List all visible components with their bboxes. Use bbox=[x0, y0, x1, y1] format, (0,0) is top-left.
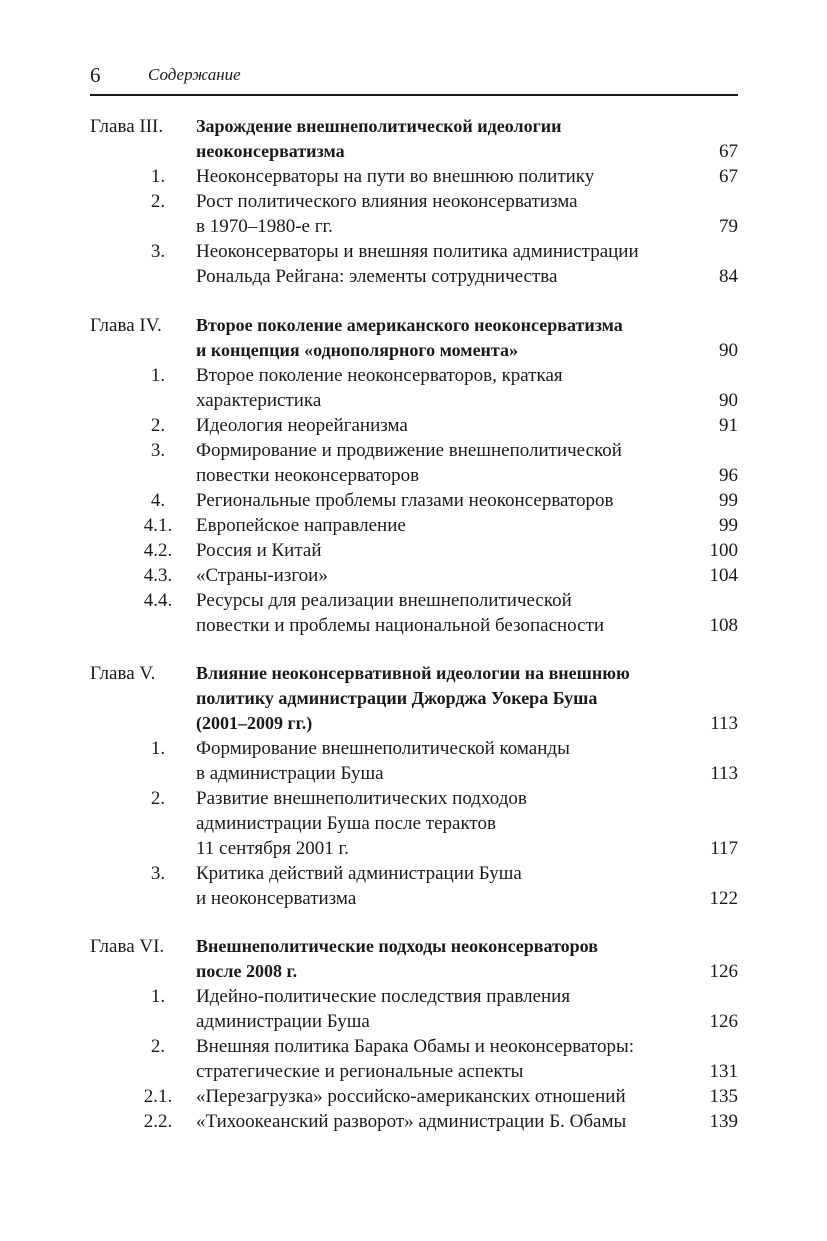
toc-section-line bbox=[0, 363, 827, 388]
toc-chapter-line bbox=[0, 686, 827, 711]
section-title: Второе поколение неоконсерваторов, краткая bbox=[196, 365, 563, 386]
toc-section-line bbox=[0, 836, 827, 861]
section-number: 2. bbox=[150, 1036, 166, 1057]
toc-section-line bbox=[0, 886, 827, 911]
toc-section-line bbox=[0, 189, 827, 214]
toc-section-line bbox=[0, 388, 827, 413]
section-title: 11 сентября 2001 г. bbox=[196, 838, 349, 859]
toc-chapter-line bbox=[0, 313, 827, 338]
section-number: 4. bbox=[150, 490, 166, 511]
page-reference: 79 bbox=[719, 216, 738, 237]
toc-section-line bbox=[0, 413, 827, 438]
chapter-title: после 2008 г. bbox=[196, 961, 298, 981]
page-reference: 90 bbox=[719, 390, 738, 411]
toc-section-line bbox=[0, 761, 827, 786]
section-number: 2.1. bbox=[143, 1086, 173, 1107]
toc-section-line bbox=[0, 1109, 827, 1134]
chapter-label: Глава VI. bbox=[90, 936, 165, 957]
page-reference: 67 bbox=[719, 141, 738, 162]
section-number: 2. bbox=[150, 415, 166, 436]
section-number: 1. bbox=[150, 986, 166, 1007]
page-reference: 84 bbox=[719, 266, 738, 287]
section-title: «Перезагрузка» российско-американских отношений bbox=[196, 1086, 626, 1107]
section-title: Региональные проблемы глазами неоконсерваторов bbox=[196, 490, 614, 511]
section-title: администрации Буша после терактов bbox=[196, 813, 496, 834]
section-title: и неоконсерватизма bbox=[196, 888, 357, 909]
section-title: Европейское направление bbox=[196, 515, 406, 536]
chapter-title: Зарождение внешнеполитической идеологии bbox=[196, 116, 562, 136]
page-reference: 90 bbox=[719, 340, 738, 361]
toc-section-line bbox=[0, 264, 827, 289]
toc-section-line bbox=[0, 1059, 827, 1084]
section-number: 2.2. bbox=[143, 1111, 173, 1132]
section-number: 1. bbox=[150, 738, 166, 759]
toc-section-line bbox=[0, 1084, 827, 1109]
page-reference: 99 bbox=[719, 515, 738, 536]
section-title: в администрации Буша bbox=[196, 763, 384, 784]
toc-chapter-line bbox=[0, 934, 827, 959]
page-number: 6 bbox=[90, 63, 101, 87]
toc-section-line bbox=[0, 984, 827, 1009]
chapter-title: Внешнеполитические подходы неоконсерваторов bbox=[196, 936, 598, 956]
toc-section-line bbox=[0, 736, 827, 761]
toc-section-line bbox=[0, 1009, 827, 1034]
section-title: характеристика bbox=[196, 390, 322, 411]
chapter-title: неоконсерватизма bbox=[196, 141, 345, 161]
page-reference: 113 bbox=[710, 713, 738, 734]
chapter-title: и концепция «однополярного момента» bbox=[196, 340, 518, 360]
toc-section-line bbox=[0, 239, 827, 264]
toc-section-line bbox=[0, 563, 827, 588]
toc-chapter-line bbox=[0, 139, 827, 164]
section-number: 4.3. bbox=[143, 565, 173, 586]
chapter-title: (2001–2009 гг.) bbox=[196, 713, 313, 733]
section-number: 3. bbox=[150, 440, 166, 461]
toc-chapter-line bbox=[0, 661, 827, 686]
toc-section-line bbox=[0, 588, 827, 613]
toc-section-line bbox=[0, 613, 827, 638]
page-reference: 113 bbox=[710, 763, 738, 784]
section-title: в 1970–1980-е гг. bbox=[196, 216, 333, 237]
page-reference: 91 bbox=[719, 415, 738, 436]
toc-section-line bbox=[0, 438, 827, 463]
toc-section-line bbox=[0, 786, 827, 811]
section-title: «Тихоокеанский разворот» администрации Б. Обамы bbox=[196, 1111, 627, 1132]
section-number: 3. bbox=[150, 241, 166, 262]
section-title: Рональда Рейгана: элементы сотрудничества bbox=[196, 266, 558, 287]
page-reference: 126 bbox=[709, 961, 738, 982]
section-title: Внешняя политика Барака Обамы и неоконсерваторы: bbox=[196, 1036, 635, 1057]
chapter-label: Глава III. bbox=[90, 116, 164, 137]
toc-section-line bbox=[0, 1034, 827, 1059]
chapter-label: Глава IV. bbox=[90, 315, 162, 336]
page-reference: 135 bbox=[709, 1086, 738, 1107]
section-number: 2. bbox=[150, 788, 166, 809]
section-title: Идейно-политические последствия правления bbox=[196, 986, 571, 1007]
toc-section-line bbox=[0, 513, 827, 538]
chapter-title: политику администрации Джорджа Уокера Буша bbox=[196, 688, 598, 708]
page-reference: 139 bbox=[709, 1111, 738, 1132]
section-title: Формирование внешнеполитической команды bbox=[196, 738, 570, 759]
section-title: повестки и проблемы национальной безопасности bbox=[196, 615, 605, 636]
page-header bbox=[90, 63, 738, 91]
toc-section-line bbox=[0, 214, 827, 239]
section-title: стратегические и региональные аспекты bbox=[196, 1061, 524, 1082]
section-title: Развитие внешнеполитических подходов bbox=[196, 788, 527, 809]
chapter-title: Второе поколение американского неоконсерватизма bbox=[196, 315, 623, 335]
page-reference: 96 bbox=[719, 465, 738, 486]
toc-section-line bbox=[0, 463, 827, 488]
toc-section-line bbox=[0, 861, 827, 886]
section-title: Рост политического влияния неоконсерватизма bbox=[196, 191, 578, 212]
section-title: Неоконсерваторы на пути во внешнюю политику bbox=[196, 166, 595, 187]
toc-chapter-line bbox=[0, 114, 827, 139]
section-title: Россия и Китай bbox=[196, 540, 322, 561]
page-reference: 100 bbox=[709, 540, 738, 561]
section-title: Критика действий администрации Буша bbox=[196, 863, 522, 884]
page-reference: 104 bbox=[709, 565, 738, 586]
page-reference: 108 bbox=[709, 615, 738, 636]
section-number: 4.4. bbox=[143, 590, 173, 611]
toc-section-line bbox=[0, 811, 827, 836]
toc-chapter-line bbox=[0, 711, 827, 736]
section-number: 4.2. bbox=[143, 540, 173, 561]
section-number: 3. bbox=[150, 863, 166, 884]
toc-section-line bbox=[0, 538, 827, 563]
section-number: 4.1. bbox=[143, 515, 173, 536]
page-reference: 99 bbox=[719, 490, 738, 511]
running-title: Содержание bbox=[148, 65, 241, 84]
page-reference: 126 bbox=[709, 1011, 738, 1032]
section-title: администрации Буша bbox=[196, 1011, 370, 1032]
header-rule bbox=[90, 94, 738, 96]
section-title: Идеология неорейганизма bbox=[196, 415, 408, 436]
page-reference: 117 bbox=[710, 838, 738, 859]
chapter-label: Глава V. bbox=[90, 663, 156, 684]
section-title: Неоконсерваторы и внешняя политика администрации bbox=[196, 241, 639, 262]
section-number: 1. bbox=[150, 166, 166, 187]
toc-section-line bbox=[0, 164, 827, 189]
toc-chapter-line bbox=[0, 959, 827, 984]
chapter-title: Влияние неоконсервативной идеологии на внешнюю bbox=[196, 663, 630, 683]
page-reference: 67 bbox=[719, 166, 738, 187]
section-title: повестки неоконсерваторов bbox=[196, 465, 420, 486]
section-title: «Страны-изгои» bbox=[196, 565, 328, 586]
section-title: Формирование и продвижение внешнеполитической bbox=[196, 440, 622, 461]
section-number: 1. bbox=[150, 365, 166, 386]
section-title: Ресурсы для реализации внешнеполитической bbox=[196, 590, 572, 611]
toc-section-line bbox=[0, 488, 827, 513]
page-reference: 122 bbox=[709, 888, 738, 909]
section-number: 2. bbox=[150, 191, 166, 212]
page-reference: 131 bbox=[709, 1061, 738, 1082]
toc-chapter-line bbox=[0, 338, 827, 363]
